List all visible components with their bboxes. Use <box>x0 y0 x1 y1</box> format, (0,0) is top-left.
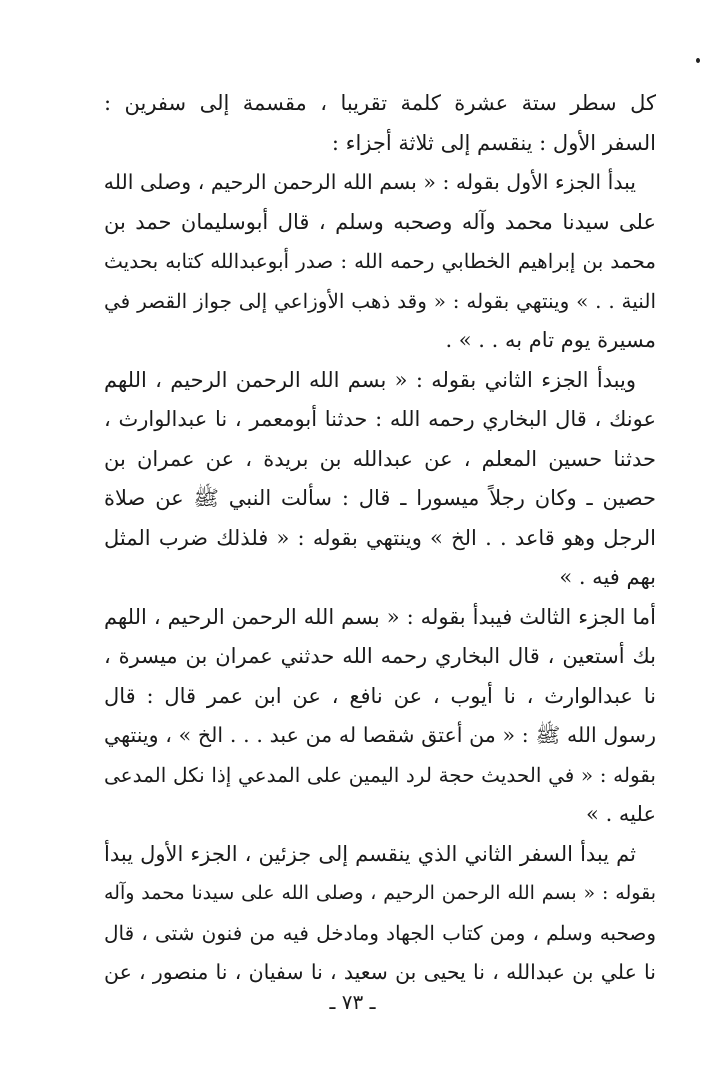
text-line: حصين ـ وكان رجلاً ميسورا ـ قال : سألت النبي ﷺ عن صلاة <box>104 486 656 510</box>
text-line: بقوله : « في الحديث حجة لرد اليمين على المدعي إذا نكل المدعى <box>104 762 656 787</box>
text-line: بقوله : « بسم الله الرحمن الرحيم ، وصلى الله على سيدنا محمد وآله <box>104 882 656 904</box>
text-line: حدثنا حسين المعلم ، عن عبدالله بن بريدة ، عن عمران بن <box>104 446 656 471</box>
text-line: وصحبه وسلم ، ومن كتاب الجهاد ومادخل فيه من فنون شتى ، قال <box>104 920 656 945</box>
text-line: السفر الأول : ينقسم إلى ثلاثة أجزاء : <box>331 130 656 155</box>
body-text <box>104 84 656 993</box>
text-line: الرجل وهو قاعد . . الخ » وينتهي بقوله : « فلذلك ضرب المثل <box>104 525 656 550</box>
text-line: ويبدأ الجزء الثاني بقوله : « بسم الله الرحمن الرحيم ، اللهم <box>104 367 636 392</box>
text-line: عونك ، قال البخاري رحمه الله : حدثنا أبومعمر ، نا عبدالوارث ، <box>104 407 656 431</box>
text-line: نا عبدالوارث ، نا أيوب ، عن نافع ، عن ابن عمر قال : قال <box>104 683 656 708</box>
text-line: مسيرة يوم تام به . . » . <box>445 328 656 352</box>
text-line: عليه . » <box>586 802 656 826</box>
text-line: النية . . » وينتهي بقوله : « وقد ذهب الأوزاعي إلى جواز القصر في <box>104 288 656 313</box>
text-line: بهم فيه . » <box>559 565 656 589</box>
text-line: محمد بن إبراهيم الخطابي رحمه الله : صدر أبوعبدالله كتابه بحديث <box>104 249 656 273</box>
text-line: يبدأ الجزء الأول بقوله : « بسم الله الرحمن الرحيم ، وصلى الله <box>104 170 636 194</box>
text-line: ثم يبدأ السفر الثاني الذي ينقسم إلى جزئين ، الجزء الأول يبدأ <box>104 841 636 866</box>
text-line: أما الجزء الثالث فيبدأ بقوله : « بسم الله الرحمن الرحيم ، اللهم <box>104 604 656 629</box>
text-line: على سيدنا محمد وآله وصحبه وسلم ، قال أبوسليمان حمد بن <box>104 209 656 234</box>
text-line: نا علي بن عبدالله ، نا يحيى بن سعيد ، نا سفيان ، نا منصور ، عن <box>104 960 656 984</box>
page-number: ـ ٧٣ ـ <box>329 990 376 1014</box>
text-line: كل سطر ستة عشرة كلمة تقريبا ، مقسمة إلى سفرين : <box>104 91 656 115</box>
ink-speck <box>696 58 700 63</box>
text-line: رسول الله ﷺ : « من أعتق شقصا له من عبد . . . الخ » ، وينتهي <box>104 723 656 747</box>
text-line: بك أستعين ، قال البخاري رحمه الله حدثني عمران بن ميسرة ، <box>104 644 656 668</box>
